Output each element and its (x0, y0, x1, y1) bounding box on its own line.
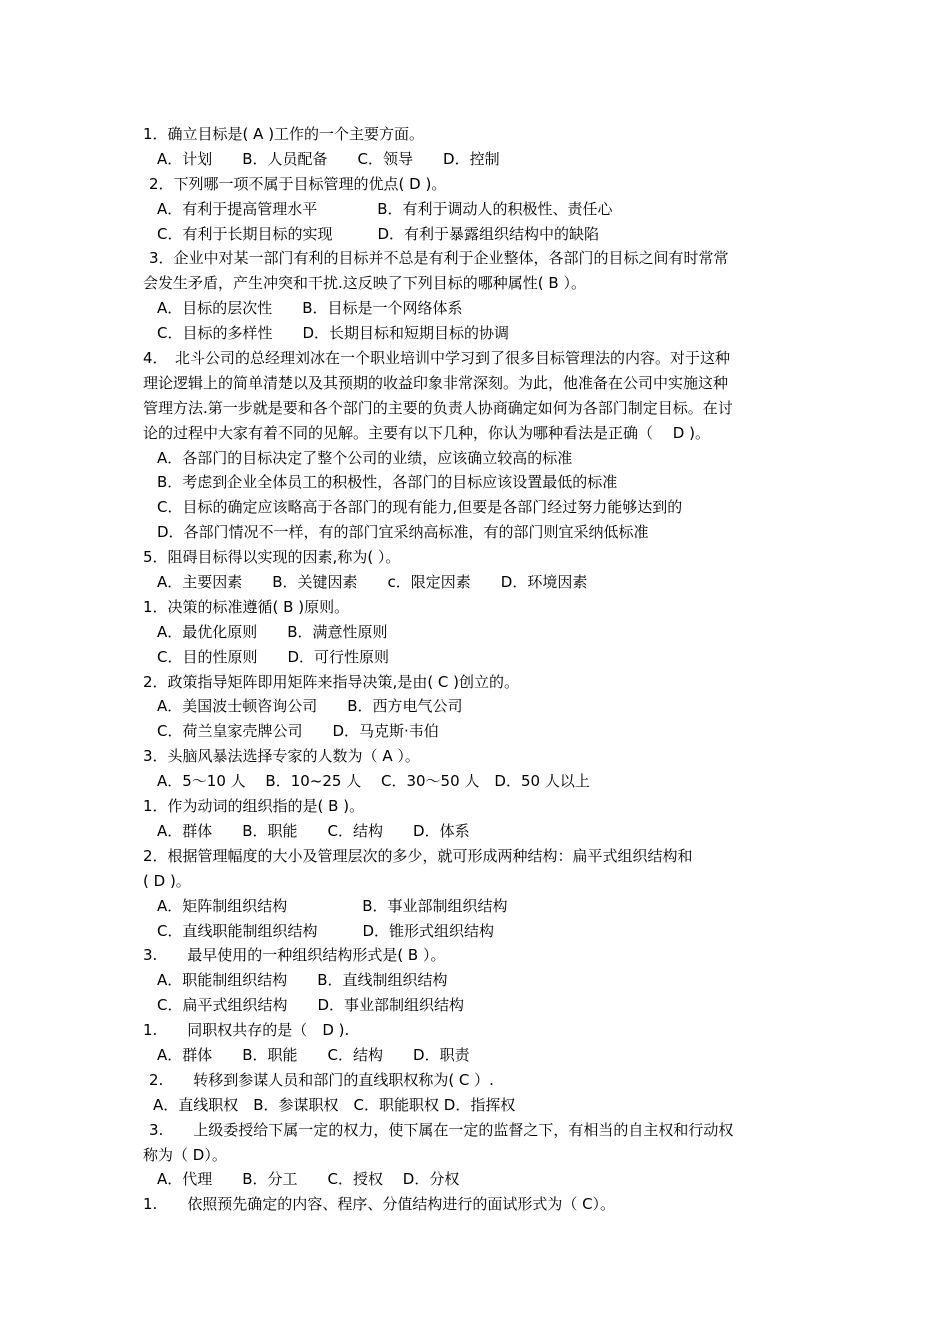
document-text (143, 122, 823, 1217)
text-line: A．职能制组织结构 B．直线制组织结构 (157, 971, 448, 990)
text-line: A．代理 B．分工 C．授权 D．分权 (157, 1170, 460, 1189)
text-line: A．5～10 人 B．10~25 人 C．30～50 人 D．50 人以上 (157, 772, 590, 791)
text-line: D．各部门情况不一样，有的部门宜采纳高标准，有的部门则宜采纳低标准 (157, 523, 649, 542)
text-line: 1．决策的标准遵循( B )原则。 (143, 597, 350, 616)
text-line: C．目标的多样性 D．长期目标和短期目标的协调 (157, 324, 510, 343)
text-line: 1．确立目标是( A )工作的一个主要方面。 (143, 125, 425, 143)
text-line: 5．阻碍目标得以实现的因素,称为( ）。 (143, 548, 401, 567)
text-line: B．考虑到企业全体员工的积极性，各部门的目标应该设置最低的标准 (157, 473, 618, 492)
text-line: 称为（ D）。 (143, 1145, 227, 1164)
text-line: A．美国波士顿咨询公司 B．西方电气公司 (157, 697, 463, 716)
text-line: C．荷兰皇家壳牌公司 D．马克斯·韦伯 (157, 722, 439, 741)
text-line: C．直线职能制组织结构 D．锥形式组织结构 (157, 921, 495, 940)
text-line: 2．政策指导矩阵即用矩阵来指导决策,是由( C )创立的。 (143, 672, 520, 691)
text-line: A．主要因素 B．关键因素 c．限定因素 D．环境因素 (157, 573, 588, 592)
text-line: 会发生矛盾，产生冲突和干扰.这反映了下列目标的哪种属性( B ）。 (143, 274, 586, 293)
text-line: C．目的性原则 D．可行性原则 (157, 647, 390, 666)
text-line: A．群体 B．职能 C．结构 D．体系 (157, 821, 470, 840)
text-line: 论的过程中大家有着不同的见解。主要有以下几种，你认为哪种看法是正确（ D )。 (143, 423, 710, 442)
text-line: 2. 转移到参谋人员和部门的直线职权称为( C ）. (149, 1070, 494, 1089)
text-line: A．最优化原则 B．满意性原则 (157, 622, 388, 641)
text-line: 3. 最早使用的一种组织结构形式是( B ）。 (143, 946, 446, 965)
text-line: ( D )。 (143, 871, 191, 890)
text-line: A．有利于提高管理水平 B．有利于调动人的积极性、责任心 (157, 199, 613, 218)
text-line: 1．作为动词的组织指的是( B )。 (143, 797, 365, 816)
text-line: A．计划 B．人员配备 C．领导 D．控制 (157, 149, 500, 168)
text-line: C．扁平式组织结构 D．事业部制组织结构 (157, 996, 465, 1015)
text-line: C．有利于长期目标的实现 D．有利于暴露组织结构中的缺陷 (157, 224, 600, 243)
text-line: 3. 上级委授给下属一定的权力，使下属在一定的监督之下，有相当的自主权和行动权 (149, 1120, 734, 1139)
text-line: A．群体 B．职能 C．结构 D．职责 (157, 1045, 470, 1064)
text-line: 3．头脑风暴法选择专家的人数为（ A ）。 (143, 747, 420, 766)
text-line: 1. 依照预先确定的内容、程序、分值结构进行的面试形式为（ C）。 (143, 1195, 616, 1214)
text-line: 理论逻辑上的简单清楚以及其预期的收益印象非常深刻。为此，他准备在公司中实施这种 (143, 373, 729, 392)
text-line: 4． 北斗公司的总经理刘冰在一个职业培训中学习到了很多目标管理法的内容。对于这种 (143, 349, 731, 368)
text-line: A．矩阵制组织结构 B．事业部制组织结构 (157, 896, 508, 915)
text-line: A．直线职权 B．参谋职权 C．职能职权 D．指挥权 (153, 1095, 516, 1114)
text-line: 管理方法.第一步就是要和各个部门的主要的负责人协商确定如何为各部门制定目标。在讨 (143, 398, 733, 417)
text-line: A．目标的层次性 B．目标是一个网络体系 (157, 299, 463, 318)
text-line: 1. 同职权共存的是（ D ). (143, 1021, 350, 1040)
text-line: 2．下列哪一项不属于目标管理的优点( D )。 (149, 174, 447, 193)
text-line: C．目标的确定应该略高于各部门的现有能力,但要是各部门经过努力能够达到的 (157, 498, 683, 517)
text-line: A．各部门的目标决定了整个公司的业绩，应该确立较高的标准 (157, 448, 573, 467)
text-line: 2．根据管理幅度的大小及管理层次的多少，就可形成两种结构：扁平式组织结构和 (143, 846, 693, 865)
text-line: 3．企业中对某一部门有利的目标并不总是有利于企业整体，各部门的目标之间有时常常 (149, 249, 729, 268)
